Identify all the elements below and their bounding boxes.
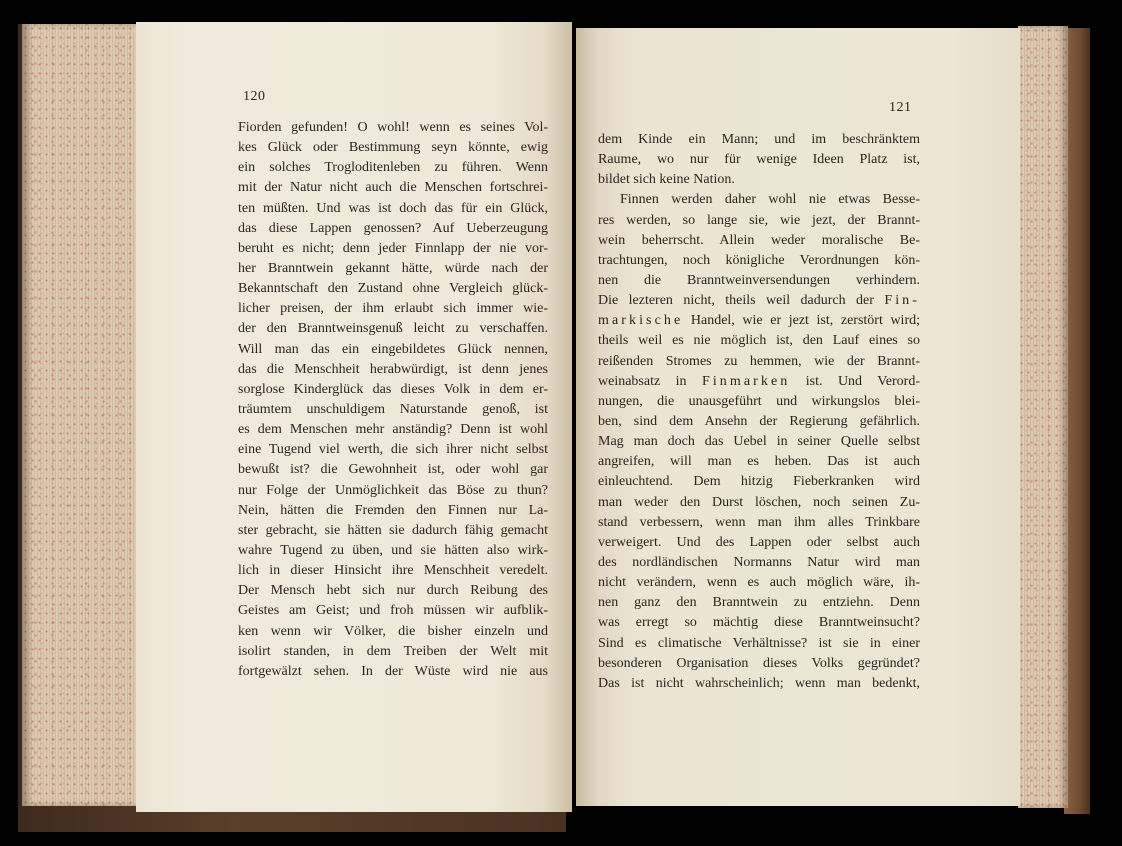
text-line: ein solches Trogloditenleben zu führen. Wenn: [238, 160, 548, 176]
text-segment: Handel, wie er jezt ist, zerstört wird;: [683, 313, 920, 329]
text-line: Das ist nicht wahrscheinlich; wenn man bedenkt,: [598, 675, 920, 691]
text-line: einleuchtend. Dem hitzig Fieberkranken wird: [598, 474, 920, 490]
page-number: 121: [889, 100, 912, 115]
text-line: Sind es climatische Verhältnisse? ist sie in einer: [598, 635, 920, 651]
text-line: des nordländischen Normanns Natur wird man: [598, 554, 920, 570]
text-line: ken wenn wir Völker, die bisher einzeln und: [238, 623, 548, 639]
text-line: theils weil es nie möglich ist, den Lauf eines so: [598, 333, 920, 349]
text-line: fortgewälzt sehen. In der Wüste wird nie aus: [238, 663, 548, 679]
text-line: reißenden Stromes zu hemmen, wie der Brannt-: [598, 353, 920, 369]
text-segment: Die lezteren nicht, theils weil dadurch der: [598, 293, 885, 309]
left-page-text: [238, 118, 548, 682]
page-edges-left: [22, 24, 138, 806]
text-line: Bekanntschaft den Zustand ohne Vergleich glück-: [238, 281, 548, 297]
text-line: beruht es nicht; denn jeder Finnlapp der nie vor-: [238, 240, 548, 256]
text-line: [598, 311, 920, 331]
text-segment: weinabsatz in: [598, 373, 702, 389]
text-line: nungen, die unausgeführt und wirkungslos blei-: [598, 393, 920, 409]
text-line: besonderen Organisation dieses Volks gegründet?: [598, 655, 920, 671]
text-line: kes Glück oder Bestimmung seyn könnte, ewig: [238, 140, 548, 156]
text-line: man weder den Durst löschen, noch seinen Zu-: [598, 494, 920, 510]
text-line: ben, sind dem Ansehn der Regierung gefährlich.: [598, 413, 920, 429]
text-line: nur Folge der Unmöglichkeit das Böse zu thun?: [238, 482, 548, 498]
right-page-text: [598, 130, 920, 694]
text-line: ster gebracht, sie hätten sie dadurch fähig gemacht: [238, 522, 548, 538]
text-line: trachtungen, noch königliche Verordnungen kön-: [598, 252, 920, 268]
text-line: Fiorden gefunden! O wohl! wenn es seines Vol-: [238, 120, 548, 135]
text-line: licher preisen, der ihm erlaubt sich immer wie-: [238, 301, 548, 317]
right-page: [576, 28, 1020, 806]
text-line: Raume, wo nur für wenige Ideen Platz ist,: [598, 152, 920, 168]
text-line: nen die Branntweinversendungen verhindern.: [598, 272, 920, 288]
text-line: verweigert. Und des Lappen oder selbst auch: [598, 534, 920, 550]
text-line: es dem Menschen mehr anständig? Denn ist wohl: [238, 422, 548, 438]
text-line: dem Kinde ein Mann; und im beschränktem: [598, 132, 920, 147]
spaced-emphasis: Finmarken: [701, 373, 791, 389]
text-segment: ist. Und Verord-: [790, 373, 920, 389]
text-line: her Branntwein gekannt hätte, würde nach der: [238, 260, 548, 276]
left-page: [136, 22, 572, 812]
text-line: Nein, hätten die Fremden den Finnen nur La-: [238, 502, 548, 518]
text-line: wein beherrscht. Allein weder moralische Be-: [598, 232, 920, 248]
text-line: das diese Lappen genossen? Auf Ueberzeugung: [238, 220, 548, 236]
spaced-emphasis: Fin-: [884, 293, 920, 309]
text-line: Geistes am Geist; und froh müssen wir aufblik-: [238, 603, 548, 619]
text-line: bildet sich keine Nation.: [598, 172, 735, 188]
text-line: nicht verändern, wenn es auch möglich wäre, ih-: [598, 575, 920, 591]
text-line: bewußt ist? die Gewohnheit ist, oder wohl gar: [238, 462, 548, 478]
text-line: res werden, so lange sie, wie jezt, der Brannt-: [598, 212, 920, 228]
text-line: [598, 291, 920, 311]
page-number: 120: [243, 89, 266, 104]
text-line: wahre Tugend zu üben, und sie hätten also wirk-: [238, 542, 548, 558]
text-line: Will man das ein eingebildetes Glück nennen,: [238, 341, 548, 357]
text-line: lich in dieser Hinsicht ihre Menschheit veredelt.: [238, 563, 548, 579]
text-line: was erregt so mächtig diese Branntweinsucht?: [598, 615, 920, 631]
text-line: träumtem unschuldigem Naturstande genoß, ist: [238, 401, 548, 417]
text-line: Der Mensch hebt sich nur durch Reibung des: [238, 583, 548, 599]
text-line: nen ganz den Branntwein zu entziehn. Denn: [598, 595, 920, 611]
text-line: eine Tugend viel werth, die sich ihrer nicht selbst: [238, 442, 548, 458]
text-line: der den Branntweinsgenuß leicht zu verschaffen.: [238, 321, 548, 337]
text-line: sorglose Kinderglück das dieses Volk in dem er-: [238, 381, 548, 397]
text-line: mit der Natur nicht auch die Menschen fortschrei-: [238, 180, 548, 196]
text-line: [598, 372, 920, 392]
spaced-emphasis: markische: [598, 313, 684, 329]
text-line: stand verbessern, wenn man ihm alles Trinkbare: [598, 514, 920, 530]
text-line: ten müßten. Und was ist doch das für ein Glück,: [238, 200, 548, 216]
text-line: angreifen, will man es heben. Das ist auch: [598, 454, 920, 470]
text-line: Mag man doch das Uebel in seiner Quelle selbst: [598, 434, 920, 450]
text-line: das die Menschheit herabwürdigt, ist denn jenes: [238, 361, 548, 377]
text-line: isolirt standen, in dem Treiben der Welt mit: [238, 643, 548, 659]
page-edges-right: [1018, 26, 1068, 808]
text-line: Finnen werden daher wohl nie etwas Besse-: [620, 192, 920, 208]
